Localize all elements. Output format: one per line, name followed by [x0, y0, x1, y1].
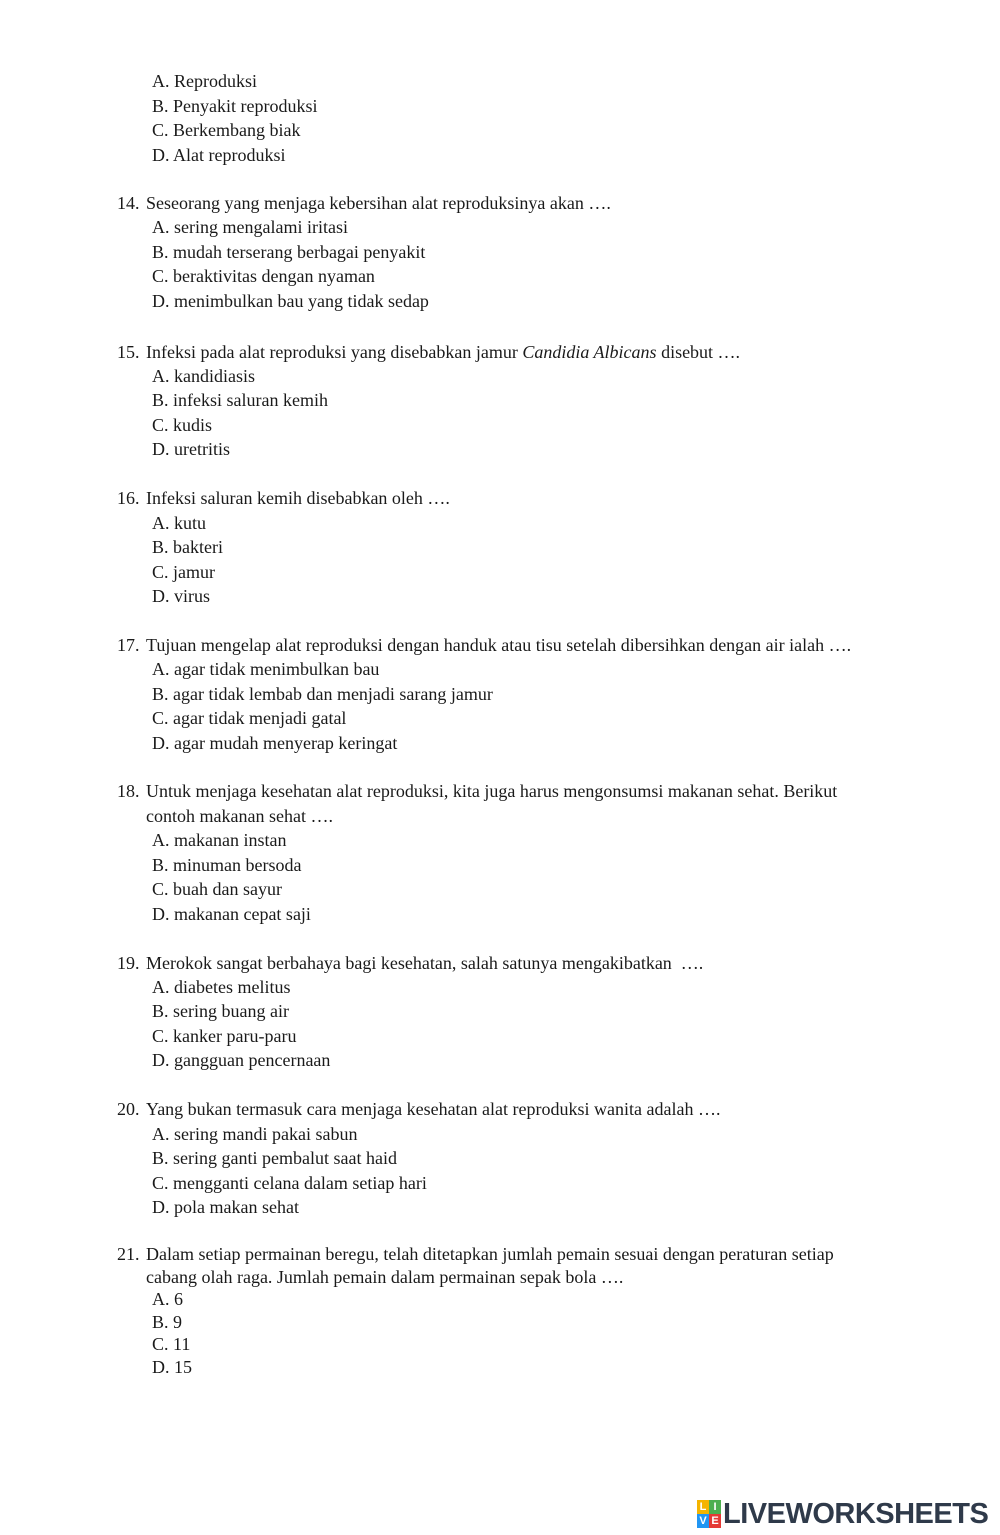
q15-option-d: D. uretritis: [152, 439, 230, 459]
q15-option-c: C. kudis: [152, 415, 213, 435]
q16-stem: [117, 487, 450, 509]
q15-option-a: A. kandidiasis: [152, 366, 255, 386]
q18-option-c: C. buah dan sayur: [152, 879, 282, 899]
q16-option-b: B. bakteri: [152, 537, 223, 557]
q16-option-a: A. kutu: [152, 513, 206, 533]
q18-option-d: D. makanan cepat saji: [152, 904, 311, 924]
q21-stem: [117, 1243, 834, 1265]
q17-text: Tujuan mengelap alat reproduksi dengan handuk atau tisu setelah dibersihkan dengan air ialah ….: [146, 635, 852, 655]
q15-stem: [117, 341, 740, 363]
q14-option-b: B. mudah terserang berbagai penyakit: [152, 242, 426, 262]
q21-text-line1: Dalam setiap permainan beregu, telah ditetapkan jumlah pemain sesuai dengan peraturan setiap: [146, 1244, 834, 1264]
q14-option-d: D. menimbulkan bau yang tidak sedap: [152, 291, 429, 311]
q15-text-before: Infeksi pada alat reproduksi yang disebabkan jamur: [146, 342, 523, 362]
q20-option-b: B. sering ganti pembalut saat haid: [152, 1148, 397, 1168]
q19-stem: [117, 952, 703, 974]
q17-option-d: D. agar mudah menyerap keringat: [152, 733, 398, 753]
q21-option-c: C. 11: [152, 1334, 191, 1354]
q17-option-b: B. agar tidak lembab dan menjadi sarang jamur: [152, 684, 493, 704]
q18-option-b: B. minuman bersoda: [152, 855, 302, 875]
q17-stem: [117, 634, 851, 656]
q20-option-a: A. sering mandi pakai sabun: [152, 1124, 358, 1144]
q21-number: 21.: [117, 1244, 140, 1264]
q15-text-after: disebut ….: [656, 342, 741, 362]
q14-stem: [117, 192, 611, 214]
q14-number: 14.: [117, 193, 140, 213]
logo-mark-letter-i: I: [709, 1500, 721, 1514]
q20-stem: [117, 1098, 720, 1120]
q20-number: 20.: [117, 1099, 140, 1119]
liveworksheets-logo-text: LIVEWORKSHEETS: [723, 1497, 989, 1530]
q16-option-c: C. jamur: [152, 562, 215, 582]
q19-option-a: A. diabetes melitus: [152, 977, 291, 997]
logo-mark-letter-e: E: [709, 1514, 721, 1528]
q20-option-d: D. pola makan sehat: [152, 1197, 299, 1217]
q14-option-a: A. sering mengalami iritasi: [152, 217, 348, 237]
q18-option-a: A. makanan instan: [152, 830, 287, 850]
q14-option-c: C. beraktivitas dengan nyaman: [152, 266, 375, 286]
q16-text: Infeksi saluran kemih disebabkan oleh ….: [146, 488, 450, 508]
q15-option-b: B. infeksi saluran kemih: [152, 390, 328, 410]
q16-number: 16.: [117, 488, 140, 508]
q19-option-b: B. sering buang air: [152, 1001, 289, 1021]
q15-number: 15.: [117, 342, 140, 362]
q21-text-line2: cabang olah raga. Jumlah pemain dalam permainan sepak bola ….: [146, 1267, 624, 1287]
q18-number: 18.: [117, 781, 140, 801]
q15-text-italic: Candidia Albicans: [522, 342, 657, 362]
q13-option-d: D. Alat reproduksi: [152, 145, 286, 165]
q21-option-b: B. 9: [152, 1312, 183, 1332]
q14-text: Seseorang yang menjaga kebersihan alat reproduksinya akan ….: [146, 193, 611, 213]
q17-number: 17.: [117, 635, 140, 655]
q19-option-d: D. gangguan pencernaan: [152, 1050, 331, 1070]
liveworksheets-logo-icon: [697, 1500, 721, 1528]
q19-number: 19.: [117, 953, 140, 973]
q16-option-d: D. virus: [152, 586, 210, 606]
q18-text-line1: Untuk menjaga kesehatan alat reproduksi, kita juga harus mengonsumsi makanan sehat. Berikut: [146, 781, 838, 801]
q19-text: Merokok sangat berbahaya bagi kesehatan, salah satunya mengakibatkan ….: [146, 953, 704, 973]
q20-text: Yang bukan termasuk cara menjaga kesehatan alat reproduksi wanita adalah ….: [146, 1099, 721, 1119]
q21-option-a: A. 6: [152, 1289, 183, 1309]
q18-text-line2: contoh makanan sehat ….: [146, 806, 333, 826]
q13-option-b: B. Penyakit reproduksi: [152, 96, 318, 116]
q17-option-c: C. agar tidak menjadi gatal: [152, 708, 347, 728]
q18-stem: [117, 780, 837, 802]
logo-mark-letter-l: L: [697, 1500, 709, 1514]
q20-option-c: C. mengganti celana dalam setiap hari: [152, 1173, 427, 1193]
q21-option-d: D. 15: [152, 1357, 192, 1377]
liveworksheets-logo[interactable]: [697, 1497, 988, 1531]
q13-option-a: A. Reproduksi: [152, 71, 257, 91]
logo-mark-letter-v: V: [697, 1514, 709, 1528]
q17-option-a: A. agar tidak menimbulkan bau: [152, 659, 380, 679]
q19-option-c: C. kanker paru-paru: [152, 1026, 297, 1046]
q13-option-c: C. Berkembang biak: [152, 120, 301, 140]
